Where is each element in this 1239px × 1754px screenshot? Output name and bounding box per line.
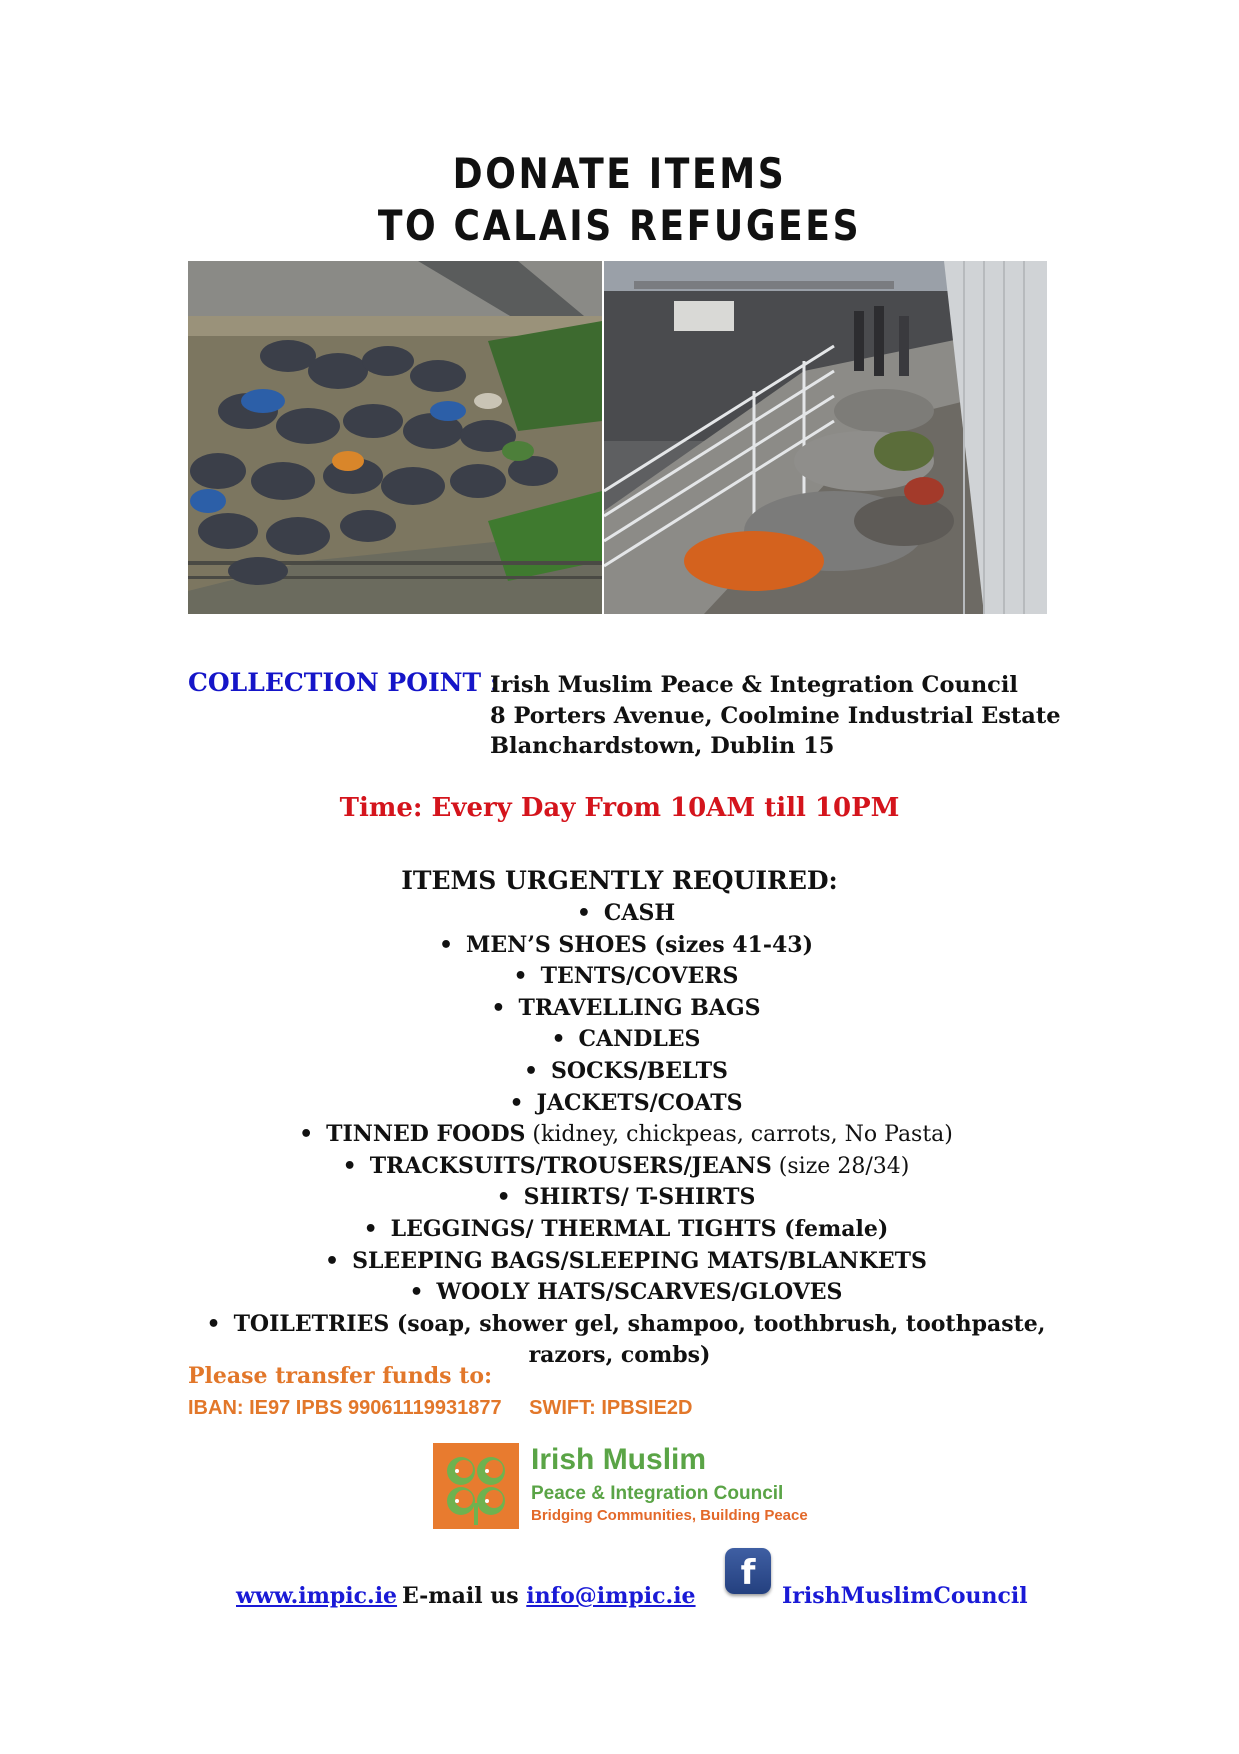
item-label: TENTS/COVERS <box>540 963 739 990</box>
facebook-handle[interactable]: IrishMuslimCouncil <box>782 1583 1028 1609</box>
bullet-icon: • <box>524 1058 539 1084</box>
item-label: WOOLY HATS/SCARVES/GLOVES <box>436 1279 843 1306</box>
funds-transfer <box>188 1360 693 1424</box>
facebook-icon[interactable]: f <box>725 1548 771 1594</box>
shamrock-crescent-icon <box>433 1443 519 1529</box>
list-item <box>0 898 1239 930</box>
bullet-icon: • <box>491 995 506 1021</box>
list-item <box>0 930 1239 962</box>
list-item <box>0 961 1239 993</box>
iban-label: IBAN: <box>188 1397 244 1419</box>
website-link-wrap <box>236 1583 397 1609</box>
swift-label: SWIFT: <box>529 1397 596 1419</box>
list-item <box>0 1151 1239 1183</box>
list-item <box>0 1024 1239 1056</box>
collection-address-line-3: Blanchardstown, Dublin 15 <box>490 733 835 759</box>
list-item <box>0 1182 1239 1214</box>
logo-subtitle: Peace & Integration Council <box>531 1483 784 1504</box>
bullet-icon: • <box>551 1027 566 1053</box>
bullet-icon: • <box>325 1248 340 1274</box>
website-link[interactable]: www.impic.ie <box>236 1583 398 1609</box>
collection-address-line-2: 8 Porters Avenue, Coolmine Industrial Estate <box>490 702 1061 729</box>
list-item <box>0 1277 1239 1309</box>
bullet-icon: • <box>299 1122 314 1148</box>
iban-value: IE97 IPBS 99061119931877 <box>249 1397 502 1419</box>
item-label: TINNED FOODS <box>326 1121 526 1148</box>
bullet-icon: • <box>496 1185 511 1211</box>
bullet-icon: • <box>363 1216 378 1242</box>
item-label: TOILETRIES (soap, shower gel, shampoo, toothbrush, toothpaste, <box>233 1310 1046 1337</box>
bullet-icon: • <box>342 1153 357 1179</box>
list-item <box>0 1214 1239 1246</box>
item-label: CANDLES <box>578 1026 701 1053</box>
item-detail: (kidney, chickpeas, carrots, No Pasta) <box>525 1122 953 1148</box>
item-label: JACKETS/COATS <box>536 1089 743 1116</box>
logo-name: Irish Muslim <box>531 1443 707 1476</box>
collection-address <box>490 670 1061 762</box>
bullet-icon: • <box>409 1280 424 1306</box>
item-label: TRAVELLING BAGS <box>518 994 761 1021</box>
funds-heading: Please transfer funds to: <box>188 1363 493 1389</box>
item-label: LEGGINGS/ THERMAL TIGHTS (female) <box>390 1215 889 1242</box>
swift-value: IPBSIE2D <box>601 1397 693 1419</box>
list-item <box>0 1056 1239 1088</box>
organization-logo <box>433 1443 823 1529</box>
item-label-continued: razors, combs) <box>528 1342 711 1369</box>
email-line <box>402 1583 696 1609</box>
title-line-1: DONATE ITEMS <box>452 149 787 198</box>
item-label: SLEEPING BAGS/SLEEPING MATS/BLANKETS <box>352 1247 927 1274</box>
people-sleeping-on-walkway-photo <box>604 261 1047 614</box>
logo-tagline: Bridging Communities, Building Peace <box>531 1507 808 1524</box>
page-title <box>0 148 1239 252</box>
tent-camp-photo <box>188 261 602 614</box>
item-detail: (size 28/34) <box>771 1153 910 1179</box>
bullet-icon: • <box>206 1311 221 1337</box>
collection-address-line-1: Irish Muslim Peace & Integration Council <box>490 672 1018 698</box>
title-line-2: TO CALAIS REFUGEES <box>377 201 862 250</box>
collection-time: Time: Every Day From 10AM till 10PM <box>339 793 900 823</box>
item-label: TRACKSUITS/TROUSERS/JEANS <box>369 1152 772 1179</box>
item-label: MEN’S SHOES (sizes 41-43) <box>465 931 814 958</box>
item-label: SHIRTS/ T-SHIRTS <box>523 1184 756 1211</box>
list-item <box>0 993 1239 1025</box>
bullet-icon: • <box>438 932 453 958</box>
bullet-icon: • <box>513 964 528 990</box>
list-item <box>0 1119 1239 1151</box>
email-link[interactable]: info@impic.ie <box>526 1583 696 1609</box>
email-label: E-mail us <box>402 1583 519 1609</box>
items-heading: ITEMS URGENTLY REQUIRED: <box>401 866 838 895</box>
items-list <box>0 898 1239 1371</box>
item-label: CASH <box>603 900 676 926</box>
bank-details <box>188 1392 693 1424</box>
bullet-icon: • <box>509 1090 524 1116</box>
item-label: SOCKS/BELTS <box>551 1057 728 1084</box>
collection-point-label: COLLECTION POINT : <box>188 668 500 697</box>
list-item <box>0 1246 1239 1278</box>
bullet-icon: • <box>576 901 591 926</box>
list-item <box>0 1088 1239 1120</box>
